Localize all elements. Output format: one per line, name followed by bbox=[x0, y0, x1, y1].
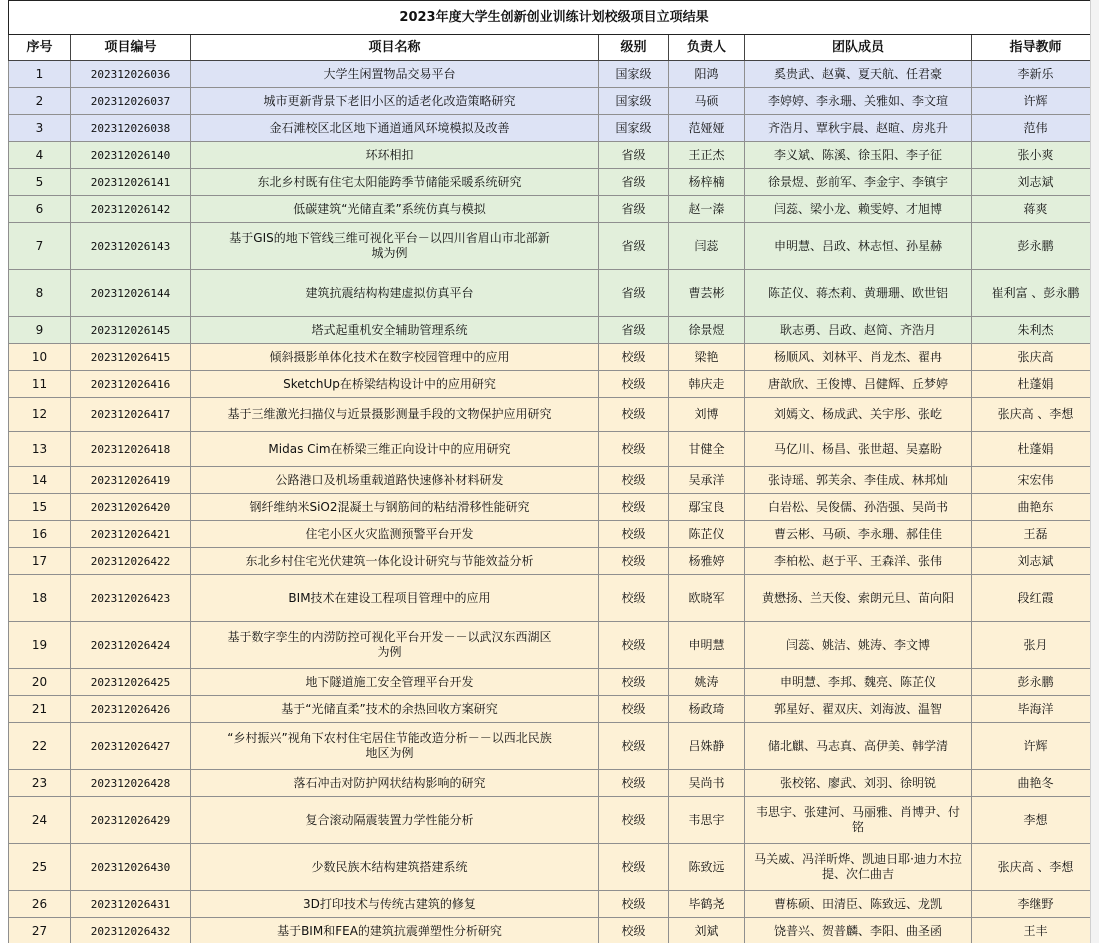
cell-members[interactable]: 齐浩月、覃秋宇晨、赵暄、房兆升 bbox=[745, 115, 972, 142]
table-row bbox=[9, 142, 1099, 169]
cell-leader[interactable]: 闫蕊 bbox=[669, 223, 745, 270]
cell-advisor[interactable]: 李新乐 bbox=[972, 61, 1099, 88]
cell-members[interactable]: 耿志勇、吕政、赵简、齐浩月 bbox=[745, 317, 972, 344]
cell-advisor[interactable]: 李想 bbox=[972, 797, 1099, 844]
cell-seq[interactable]: 3 bbox=[9, 115, 71, 142]
cell-level[interactable]: 校级 bbox=[599, 398, 669, 432]
cell-project-name[interactable]: 基于数字孪生的内涝防控可视化平台开发－－以武汉东西湖区为例 bbox=[191, 622, 599, 669]
table-row bbox=[9, 196, 1099, 223]
table-row bbox=[9, 548, 1099, 575]
cell-seq[interactable]: 8 bbox=[9, 270, 71, 317]
cell-project-name[interactable]: 城市更新背景下老旧小区的适老化改造策略研究 bbox=[191, 88, 599, 115]
cell-project-name[interactable]: 基于“光储直柔”技术的余热回收方案研究 bbox=[191, 696, 599, 723]
cell-code[interactable]: 202312026036 bbox=[71, 61, 191, 88]
header-level[interactable]: 级别 bbox=[599, 35, 669, 61]
cell-code[interactable]: 202312026037 bbox=[71, 88, 191, 115]
table-row bbox=[9, 575, 1099, 622]
cell-seq[interactable]: 6 bbox=[9, 196, 71, 223]
cell-level[interactable]: 校级 bbox=[599, 575, 669, 622]
cell-seq[interactable]: 18 bbox=[9, 575, 71, 622]
cell-code[interactable]: 202312026417 bbox=[71, 398, 191, 432]
cell-members[interactable]: 饶普兴、贺普麟、李阳、曲圣函 bbox=[745, 918, 972, 943]
cell-level[interactable]: 校级 bbox=[599, 467, 669, 494]
cell-code[interactable]: 202312026421 bbox=[71, 521, 191, 548]
cell-project-name[interactable]: 大学生闲置物品交易平台 bbox=[191, 61, 599, 88]
cell-level[interactable]: 省级 bbox=[599, 270, 669, 317]
cell-leader[interactable]: 徐景煜 bbox=[669, 317, 745, 344]
cell-leader[interactable]: 杨政琦 bbox=[669, 696, 745, 723]
cell-seq[interactable]: 16 bbox=[9, 521, 71, 548]
header-row bbox=[9, 35, 1099, 61]
cell-advisor[interactable]: 刘志斌 bbox=[972, 169, 1099, 196]
cell-project-name[interactable]: BIM技术在建设工程项目管理中的应用 bbox=[191, 575, 599, 622]
cell-members[interactable]: 韦思宇、张建河、马丽雅、肖博尹、付铭 bbox=[745, 797, 972, 844]
cell-advisor[interactable]: 张庆高 、李想 bbox=[972, 844, 1099, 891]
cell-level[interactable]: 校级 bbox=[599, 891, 669, 918]
cell-leader[interactable]: 甘健全 bbox=[669, 432, 745, 467]
cell-code[interactable]: 202312026415 bbox=[71, 344, 191, 371]
table-row bbox=[9, 398, 1099, 432]
table-title[interactable]: 2023年度大学生创新创业训练计划校级项目立项结果 bbox=[9, 1, 1099, 35]
cell-code[interactable]: 202312026429 bbox=[71, 797, 191, 844]
cell-project-name[interactable]: 地下隧道施工安全管理平台开发 bbox=[191, 669, 599, 696]
cell-advisor[interactable]: 刘志斌 bbox=[972, 548, 1099, 575]
cell-code[interactable]: 202312026422 bbox=[71, 548, 191, 575]
cell-level[interactable]: 国家级 bbox=[599, 88, 669, 115]
cell-advisor[interactable]: 毕海洋 bbox=[972, 696, 1099, 723]
cell-leader[interactable]: 吕姝静 bbox=[669, 723, 745, 770]
cell-project-name[interactable]: 东北乡村既有住宅太阳能跨季节储能采暖系统研究 bbox=[191, 169, 599, 196]
header-leader[interactable]: 负责人 bbox=[669, 35, 745, 61]
cell-seq[interactable]: 23 bbox=[9, 770, 71, 797]
cell-members[interactable]: 黄懋扬、兰天俊、索朗元旦、苗向阳 bbox=[745, 575, 972, 622]
cell-seq[interactable]: 4 bbox=[9, 142, 71, 169]
cell-leader[interactable]: 赵一溱 bbox=[669, 196, 745, 223]
header-name[interactable]: 项目名称 bbox=[191, 35, 599, 61]
cell-level[interactable]: 国家级 bbox=[599, 61, 669, 88]
cell-leader[interactable]: 韦思宇 bbox=[669, 797, 745, 844]
table-row bbox=[9, 696, 1099, 723]
cell-advisor[interactable]: 朱利杰 bbox=[972, 317, 1099, 344]
cell-seq[interactable]: 5 bbox=[9, 169, 71, 196]
cell-level[interactable]: 省级 bbox=[599, 223, 669, 270]
cell-advisor[interactable]: 彭永鹏 bbox=[972, 223, 1099, 270]
table-row bbox=[9, 622, 1099, 669]
cell-level[interactable]: 校级 bbox=[599, 548, 669, 575]
cell-seq[interactable]: 10 bbox=[9, 344, 71, 371]
cell-advisor[interactable]: 王丰 bbox=[972, 918, 1099, 943]
cell-project-name[interactable]: 少数民族木结构建筑搭建系统 bbox=[191, 844, 599, 891]
cell-seq[interactable]: 14 bbox=[9, 467, 71, 494]
table-row bbox=[9, 88, 1099, 115]
cell-level[interactable]: 校级 bbox=[599, 371, 669, 398]
cell-project-name[interactable]: 基于三维激光扫描仪与近景摄影测量手段的文物保护应用研究 bbox=[191, 398, 599, 432]
cell-advisor[interactable]: 范伟 bbox=[972, 115, 1099, 142]
cell-code[interactable]: 202312026426 bbox=[71, 696, 191, 723]
cell-seq[interactable]: 22 bbox=[9, 723, 71, 770]
cell-leader[interactable]: 刘斌 bbox=[669, 918, 745, 943]
cell-project-name[interactable]: 3D打印技术与传统古建筑的修复 bbox=[191, 891, 599, 918]
cell-seq[interactable]: 15 bbox=[9, 494, 71, 521]
cell-members[interactable]: 徐景煜、彭前军、李金宇、李镇宇 bbox=[745, 169, 972, 196]
cell-members[interactable]: 马关威、冯洋昕烨、凯迪日耶·迪力木拉提、次仁曲吉 bbox=[745, 844, 972, 891]
cell-code[interactable]: 202312026420 bbox=[71, 494, 191, 521]
cell-project-name[interactable]: Midas Cim在桥梁三维正向设计中的应用研究 bbox=[191, 432, 599, 467]
cell-code[interactable]: 202312026427 bbox=[71, 723, 191, 770]
cell-seq[interactable]: 24 bbox=[9, 797, 71, 844]
table-row bbox=[9, 432, 1099, 467]
cell-advisor[interactable]: 宋宏伟 bbox=[972, 467, 1099, 494]
cell-code[interactable]: 202312026141 bbox=[71, 169, 191, 196]
cell-code[interactable]: 202312026430 bbox=[71, 844, 191, 891]
cell-members[interactable]: 闫蕊、梁小龙、赖雯婷、才旭博 bbox=[745, 196, 972, 223]
cell-advisor[interactable]: 张庆高 、李想 bbox=[972, 398, 1099, 432]
cell-advisor[interactable]: 张庆高 bbox=[972, 344, 1099, 371]
cell-leader[interactable]: 杨雅婷 bbox=[669, 548, 745, 575]
cell-leader[interactable]: 曹芸彬 bbox=[669, 270, 745, 317]
cell-seq[interactable]: 7 bbox=[9, 223, 71, 270]
cell-project-name[interactable]: 东北乡村住宅光伏建筑一体化设计研究与节能效益分析 bbox=[191, 548, 599, 575]
cell-members[interactable]: 申明慧、李邦、魏亮、陈芷仪 bbox=[745, 669, 972, 696]
cell-level[interactable]: 校级 bbox=[599, 770, 669, 797]
cell-level[interactable]: 国家级 bbox=[599, 115, 669, 142]
cell-level[interactable]: 校级 bbox=[599, 844, 669, 891]
cell-leader[interactable]: 韩庆走 bbox=[669, 371, 745, 398]
cell-members[interactable]: 刘嫣文、杨成武、关宇彤、张屹 bbox=[745, 398, 972, 432]
cell-advisor[interactable]: 张小爽 bbox=[972, 142, 1099, 169]
cell-seq[interactable]: 11 bbox=[9, 371, 71, 398]
cell-code[interactable]: 202312026432 bbox=[71, 918, 191, 943]
cell-members[interactable]: 李婷婷、李永珊、关雅如、李文瑄 bbox=[745, 88, 972, 115]
cell-level[interactable]: 校级 bbox=[599, 432, 669, 467]
cell-level[interactable]: 校级 bbox=[599, 622, 669, 669]
cell-seq[interactable]: 1 bbox=[9, 61, 71, 88]
cell-advisor[interactable]: 彭永鹏 bbox=[972, 669, 1099, 696]
cell-leader[interactable]: 申明慧 bbox=[669, 622, 745, 669]
table-row bbox=[9, 891, 1099, 918]
cell-members[interactable]: 李义斌、陈溪、徐玉阳、李子征 bbox=[745, 142, 972, 169]
table-row bbox=[9, 317, 1099, 344]
cell-leader[interactable]: 毕鹤尧 bbox=[669, 891, 745, 918]
cell-code[interactable]: 202312026140 bbox=[71, 142, 191, 169]
cell-members[interactable]: 曹云彬、马硕、李永珊、郝佳佳 bbox=[745, 521, 972, 548]
cell-members[interactable]: 郭星好、翟双庆、刘海波、温智 bbox=[745, 696, 972, 723]
cell-seq[interactable]: 20 bbox=[9, 669, 71, 696]
header-members[interactable]: 团队成员 bbox=[745, 35, 972, 61]
cell-project-name[interactable]: 复合滚动隔震装置力学性能分析 bbox=[191, 797, 599, 844]
cell-advisor[interactable]: 王磊 bbox=[972, 521, 1099, 548]
cell-seq[interactable]: 9 bbox=[9, 317, 71, 344]
cell-code[interactable]: 202312026038 bbox=[71, 115, 191, 142]
cell-members[interactable]: 张校铭、廖武、刘羽、徐明锐 bbox=[745, 770, 972, 797]
table-row bbox=[9, 169, 1099, 196]
cell-members[interactable]: 白岩松、吴俊儒、孙浩强、吴尚书 bbox=[745, 494, 972, 521]
cell-project-name[interactable]: 低碳建筑“光储直柔”系统仿真与模拟 bbox=[191, 196, 599, 223]
cell-project-name[interactable]: “乡村振兴”视角下农村住宅居住节能改造分析－－以西北民族地区为例 bbox=[191, 723, 599, 770]
table-row bbox=[9, 467, 1099, 494]
table-row bbox=[9, 844, 1099, 891]
table-row bbox=[9, 723, 1099, 770]
table-row bbox=[9, 371, 1099, 398]
cell-advisor[interactable]: 许辉 bbox=[972, 88, 1099, 115]
cell-seq[interactable]: 12 bbox=[9, 398, 71, 432]
header-advisor[interactable]: 指导教师 bbox=[972, 35, 1099, 61]
cell-project-name[interactable]: 落石冲击对防护网状结构影响的研究 bbox=[191, 770, 599, 797]
cell-members[interactable]: 闫蕊、姚洁、姚涛、李文博 bbox=[745, 622, 972, 669]
cell-leader[interactable]: 吴承洋 bbox=[669, 467, 745, 494]
cell-advisor[interactable]: 张月 bbox=[972, 622, 1099, 669]
cell-members[interactable]: 张诗瑶、郭芙余、李佳成、林邦灿 bbox=[745, 467, 972, 494]
cell-seq[interactable]: 21 bbox=[9, 696, 71, 723]
table-row bbox=[9, 61, 1099, 88]
cell-leader[interactable]: 吴尚书 bbox=[669, 770, 745, 797]
header-seq[interactable]: 序号 bbox=[9, 35, 71, 61]
cell-leader[interactable]: 梁艳 bbox=[669, 344, 745, 371]
cell-leader[interactable]: 鄢宝良 bbox=[669, 494, 745, 521]
cell-level[interactable]: 校级 bbox=[599, 797, 669, 844]
cell-code[interactable]: 202312026428 bbox=[71, 770, 191, 797]
table-row bbox=[9, 797, 1099, 844]
table-row bbox=[9, 494, 1099, 521]
title-row bbox=[9, 1, 1099, 35]
cell-project-name[interactable]: 建筑抗震结构构建虚拟仿真平台 bbox=[191, 270, 599, 317]
cell-seq[interactable]: 17 bbox=[9, 548, 71, 575]
table-row bbox=[9, 669, 1099, 696]
cell-code[interactable]: 202312026416 bbox=[71, 371, 191, 398]
cell-advisor[interactable]: 段红霞 bbox=[972, 575, 1099, 622]
cell-project-name[interactable]: 倾斜摄影单体化技术在数字校园管理中的应用 bbox=[191, 344, 599, 371]
cell-project-name[interactable]: 钢纤维纳米SiO2混凝土与钢筋间的粘结滑移性能研究 bbox=[191, 494, 599, 521]
cell-code[interactable]: 202312026425 bbox=[71, 669, 191, 696]
cell-advisor[interactable]: 曲艳东 bbox=[972, 494, 1099, 521]
cell-seq[interactable]: 26 bbox=[9, 891, 71, 918]
cell-project-name[interactable]: 塔式起重机安全辅助管理系统 bbox=[191, 317, 599, 344]
cell-members[interactable]: 杨顺风、刘林平、肖龙杰、翟冉 bbox=[745, 344, 972, 371]
table-row bbox=[9, 223, 1099, 270]
cell-project-name[interactable]: 公路港口及机场重载道路快速修补材料研发 bbox=[191, 467, 599, 494]
cell-level[interactable]: 校级 bbox=[599, 918, 669, 943]
cell-members[interactable]: 曹栋硕、田清臣、陈致远、龙凯 bbox=[745, 891, 972, 918]
cell-code[interactable]: 202312026431 bbox=[71, 891, 191, 918]
cell-leader[interactable]: 陈致远 bbox=[669, 844, 745, 891]
cell-members[interactable]: 申明慧、吕政、林志恒、孙星赫 bbox=[745, 223, 972, 270]
table-row bbox=[9, 521, 1099, 548]
cell-project-name[interactable]: SketchUp在桥梁结构设计中的应用研究 bbox=[191, 371, 599, 398]
cell-members[interactable]: 马亿川、杨昌、张世超、吴嘉盼 bbox=[745, 432, 972, 467]
cell-members[interactable]: 储北麒、马志真、高伊美、韩学清 bbox=[745, 723, 972, 770]
results-table bbox=[8, 0, 1099, 943]
cell-project-name[interactable]: 金石滩校区北区地下通道通风环境模拟及改善 bbox=[191, 115, 599, 142]
cell-members[interactable]: 陈芷仪、蒋杰莉、黄珊珊、欧世铝 bbox=[745, 270, 972, 317]
cell-leader[interactable]: 陈芷仪 bbox=[669, 521, 745, 548]
table-row bbox=[9, 115, 1099, 142]
table-row bbox=[9, 270, 1099, 317]
cell-advisor[interactable]: 李继野 bbox=[972, 891, 1099, 918]
cell-level[interactable]: 校级 bbox=[599, 696, 669, 723]
cell-members[interactable]: 奚贵武、赵冀、夏天航、任君豪 bbox=[745, 61, 972, 88]
cell-level[interactable]: 校级 bbox=[599, 521, 669, 548]
cell-level[interactable]: 省级 bbox=[599, 142, 669, 169]
cell-code[interactable]: 202312026144 bbox=[71, 270, 191, 317]
cell-level[interactable]: 校级 bbox=[599, 344, 669, 371]
cell-code[interactable]: 202312026145 bbox=[71, 317, 191, 344]
cell-level[interactable]: 校级 bbox=[599, 494, 669, 521]
cell-level[interactable]: 校级 bbox=[599, 669, 669, 696]
cell-leader[interactable]: 阳鸿 bbox=[669, 61, 745, 88]
cell-members[interactable]: 唐歆欣、王俊博、吕健辉、丘梦婷 bbox=[745, 371, 972, 398]
header-code[interactable]: 项目编号 bbox=[71, 35, 191, 61]
cell-leader[interactable]: 姚涛 bbox=[669, 669, 745, 696]
cell-seq[interactable]: 25 bbox=[9, 844, 71, 891]
cell-level[interactable]: 省级 bbox=[599, 169, 669, 196]
cell-advisor[interactable]: 许辉 bbox=[972, 723, 1099, 770]
cell-advisor[interactable]: 杜蓬娟 bbox=[972, 432, 1099, 467]
cell-seq[interactable]: 13 bbox=[9, 432, 71, 467]
cell-code[interactable]: 202312026424 bbox=[71, 622, 191, 669]
cell-seq[interactable]: 19 bbox=[9, 622, 71, 669]
cell-project-name[interactable]: 基于GIS的地下管线三维可视化平台－以四川省眉山市北部新城为例 bbox=[191, 223, 599, 270]
cell-seq[interactable]: 2 bbox=[9, 88, 71, 115]
cell-code[interactable]: 202312026423 bbox=[71, 575, 191, 622]
table-row bbox=[9, 344, 1099, 371]
cell-leader[interactable]: 王正杰 bbox=[669, 142, 745, 169]
cell-code[interactable]: 202312026142 bbox=[71, 196, 191, 223]
cell-code[interactable]: 202312026143 bbox=[71, 223, 191, 270]
cell-members[interactable]: 李柏松、赵于平、王森洋、张伟 bbox=[745, 548, 972, 575]
cell-project-name[interactable]: 基于BIM和FEA的建筑抗震弹塑性分析研究 bbox=[191, 918, 599, 943]
table-row bbox=[9, 770, 1099, 797]
cell-leader[interactable]: 马硕 bbox=[669, 88, 745, 115]
window-edge bbox=[1090, 0, 1099, 943]
cell-advisor[interactable]: 杜蓬娟 bbox=[972, 371, 1099, 398]
cell-leader[interactable]: 刘博 bbox=[669, 398, 745, 432]
cell-advisor[interactable]: 曲艳冬 bbox=[972, 770, 1099, 797]
cell-project-name[interactable]: 环环相扣 bbox=[191, 142, 599, 169]
spreadsheet bbox=[8, 0, 1099, 943]
cell-level[interactable]: 省级 bbox=[599, 196, 669, 223]
cell-advisor[interactable]: 蒋爽 bbox=[972, 196, 1099, 223]
cell-level[interactable]: 省级 bbox=[599, 317, 669, 344]
table-row bbox=[9, 918, 1099, 943]
cell-leader[interactable]: 范娅娅 bbox=[669, 115, 745, 142]
cell-leader[interactable]: 杨梓楠 bbox=[669, 169, 745, 196]
cell-leader[interactable]: 欧晓军 bbox=[669, 575, 745, 622]
cell-level[interactable]: 校级 bbox=[599, 723, 669, 770]
cell-code[interactable]: 202312026419 bbox=[71, 467, 191, 494]
cell-code[interactable]: 202312026418 bbox=[71, 432, 191, 467]
cell-seq[interactable]: 27 bbox=[9, 918, 71, 943]
cell-advisor[interactable]: 崔利富 、彭永鹏 bbox=[972, 270, 1099, 317]
cell-project-name[interactable]: 住宅小区火灾监测预警平台开发 bbox=[191, 521, 599, 548]
